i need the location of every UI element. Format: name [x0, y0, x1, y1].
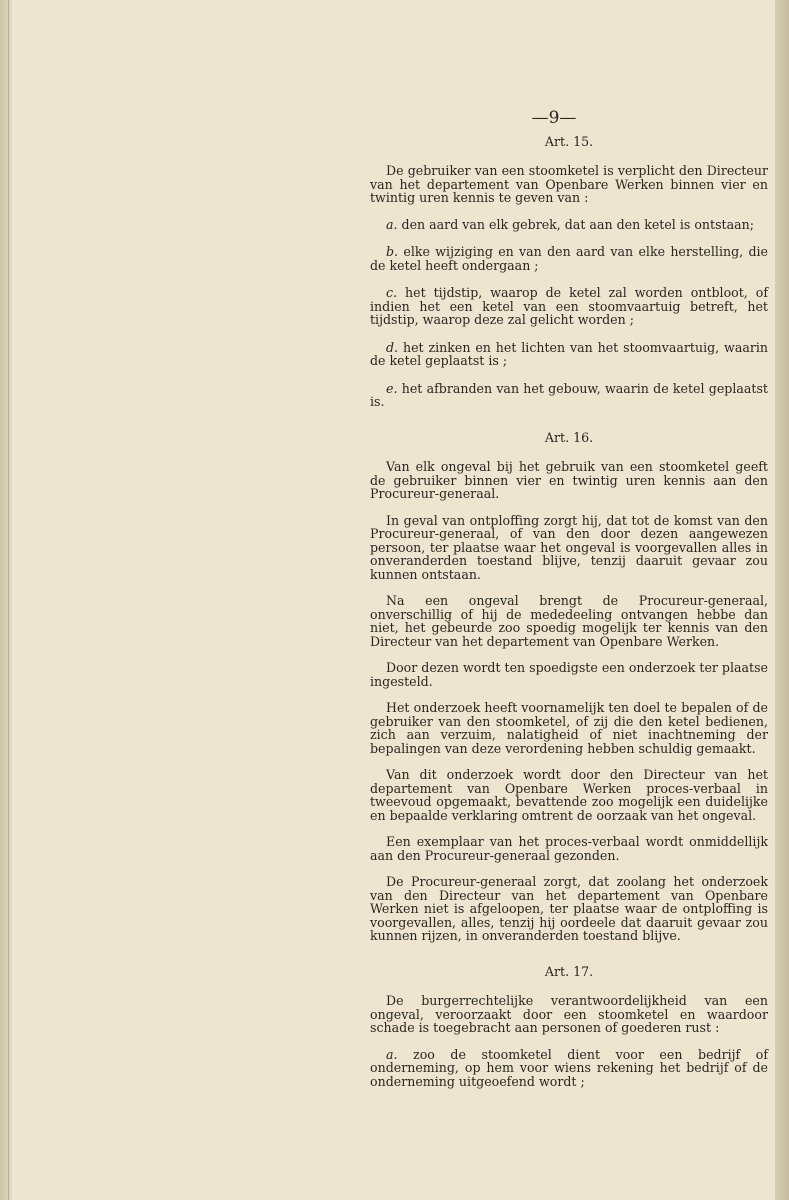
page-number: —9—: [531, 108, 577, 128]
article-15-item-a: [370, 218, 768, 232]
article-17-intro: De burgerrechtelijke verantwoordelijkheid van een ongeval, veroorzaakt door een stoomketel en waardoor schade is toegebracht aan personen of goederen rust :: [370, 993, 768, 1035]
article-16-paragraph: Een exemplaar van het proces-verbaal wordt onmiddellijk aan den Procureur-generaal gezonden.: [370, 834, 768, 863]
text-column: [370, 108, 769, 1102]
binding-fold-line: [8, 0, 9, 1200]
item-letter: d.: [386, 339, 399, 355]
item-letter: a.: [386, 1046, 398, 1062]
article-16-paragraph: Van dit onderzoek wordt door den Directeur van het departement van Openbare Werken proces-verbaal in tweevoud opgemaakt, bevattende zoo mogelijk een duidelijke en bepaalde verklaring omtrent de oorzaak van het ongeval.: [370, 767, 768, 823]
article-17-item-a: [370, 1048, 768, 1089]
page-left-edge: [0, 0, 12, 1200]
article-15-item-d: [370, 341, 768, 368]
item-text: zoo de stoomketel dient voor een bedrijf of onderneming, op hem voor wiens rekening het bedrijf of de onderneming uitgeoefend wordt ;: [370, 1046, 768, 1089]
article-16-paragraph: In geval van ontploffing zorgt hij, dat tot de komst van den Procureur-generaal, of van den door dezen aangewezen persoon, ter plaatse waar het ongeval is voorgevallen alles in onveranderden toestand blijve, tenzij daaruit gevaar zou kunnen ontstaan.: [370, 512, 768, 582]
item-text: het afbranden van het gebouw, waarin de ketel geplaatst is.: [370, 380, 768, 409]
article-15-heading: Art. 15.: [544, 133, 594, 149]
article-16-paragraph: De Procureur-generaal zorgt, dat zoolang het onderzoek van den Directeur van het departement van Openbare Werken niet is afgeloopen, ter plaatse waar de ontploffing is voorgevallen, alles, tenzij hij oordeele dat daaruit gevaar zou kunnen rijzen, in onveranderden toestand blijve.: [370, 874, 768, 943]
item-letter: c.: [386, 285, 398, 300]
article-16-paragraph: Door dezen wordt ten spoedigste een onderzoek ter plaatse ingesteld.: [370, 660, 769, 689]
item-letter: a.: [386, 216, 398, 232]
item-text: het zinken en het lichten van het stoomvaartuig, waarin de ketel geplaatst is ;: [370, 339, 768, 368]
article-16-heading: Art. 16.: [544, 429, 594, 445]
item-text: elke wijziging en van den aard van elke herstelling, die de ketel heeft ondergaan ;: [370, 244, 768, 273]
article-16-paragraph: Na een ongeval brengt de Procureur-generaal, onverschillig of hij de mededeeling ontvangen hebbe dan niet, het gebeurde zoo spoedig mogelijk ter kennis van den Directeur van het departement van Openbare Werken.: [370, 593, 768, 649]
article-16-paragraph: Van elk ongeval bij het gebruik van een stoomketel geeft de gebruiker binnen vier en twintig uren kennis aan den Procureur-generaal.: [370, 459, 768, 501]
article-15-intro: De gebruiker van een stoomketel is verplicht den Directeur van het departement van Openbare Werken binnen vier en twintig uren kennis te geven van :: [370, 163, 768, 205]
item-letter: e.: [386, 380, 398, 396]
article-15-item-b: [370, 245, 768, 272]
item-text: den aard van elk gebrek, dat aan den ketel is ontstaan;: [401, 216, 754, 232]
article-15-item-e: [370, 382, 768, 409]
item-letter: b.: [386, 244, 399, 259]
item-text: het tijdstip, waarop de ketel zal worden ontbloot, of indien het een ketel van een stoomvaartuig betreft, het tijdstip, waarop deze zal gelicht worden ;: [370, 285, 768, 327]
article-17-heading: Art. 17.: [544, 963, 594, 979]
page-right-edge: [775, 0, 789, 1200]
article-16-paragraph: Het onderzoek heeft voornamelijk ten doel te bepalen of de gebruiker van den stoomketel, of zij die den ketel bedienen, zich aan verzuim, nalatigheid of niet inachtneming der bepalingen van deze verordening hebben schuldig gemaakt.: [370, 700, 768, 756]
article-15-item-c: [370, 286, 768, 327]
